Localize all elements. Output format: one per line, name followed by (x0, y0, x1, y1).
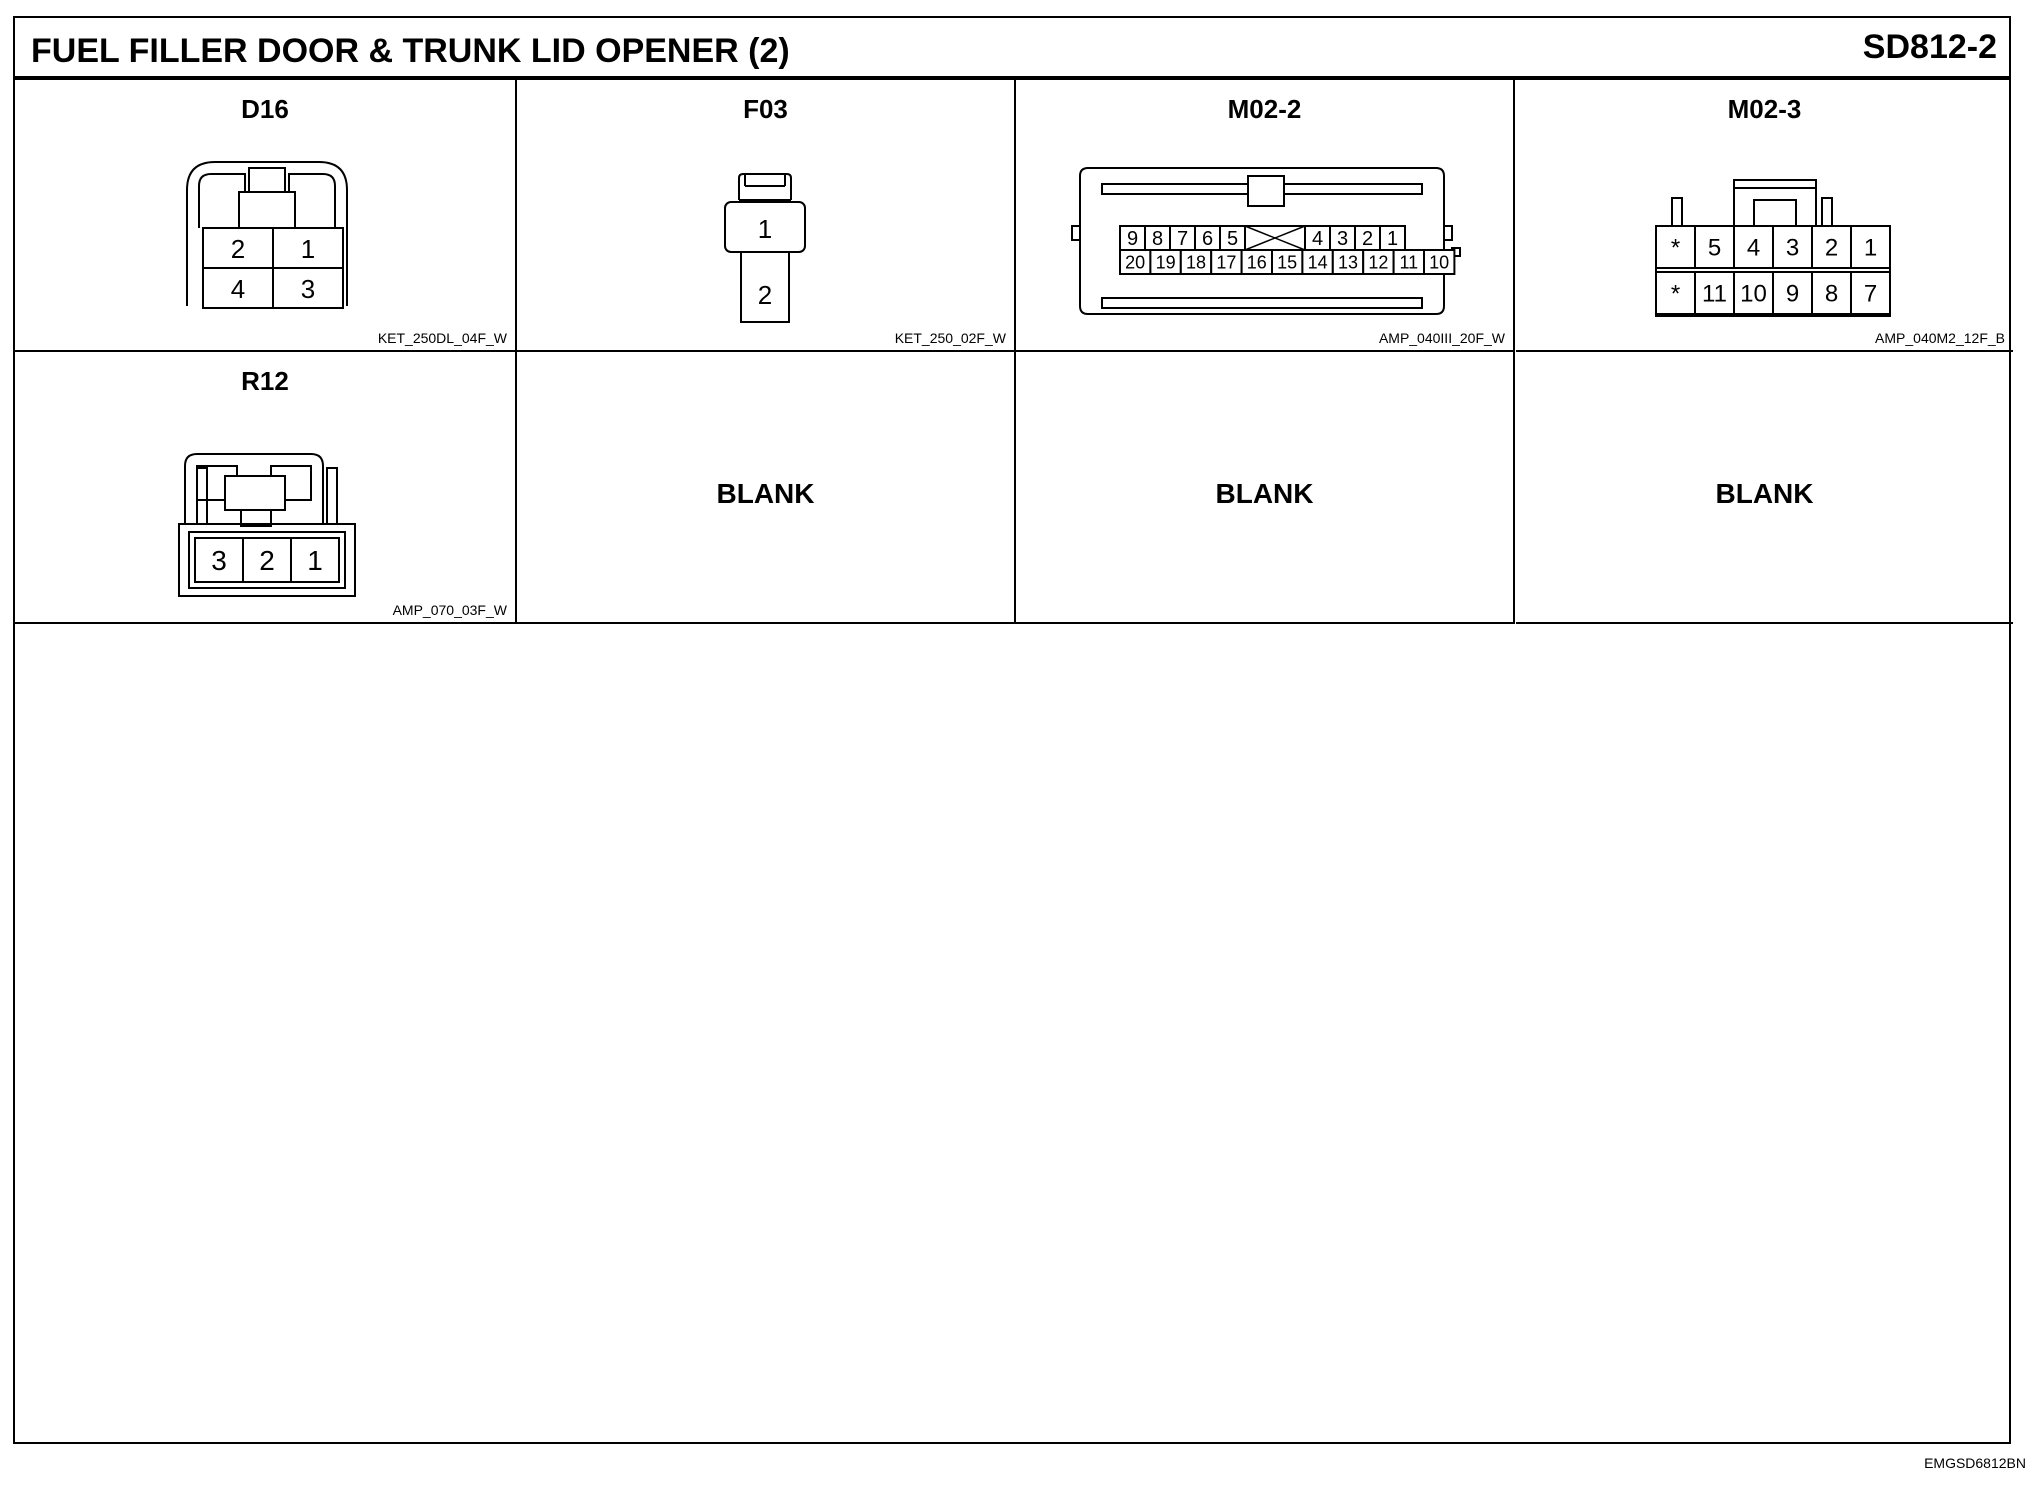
connector-part-number: AMP_040M2_12F_B (1875, 330, 2005, 346)
pin-label: 3 (211, 545, 227, 577)
page-title: FUEL FILLER DOOR & TRUNK LID OPENER (2) (31, 32, 790, 70)
pin-label: 16 (1246, 252, 1267, 273)
pin-label: 20 (1125, 252, 1146, 273)
pin-label: 3 (300, 274, 316, 304)
pin-label: 11 (1702, 280, 1727, 308)
connector-id: F03 (743, 94, 788, 124)
connector-cell-f03 (517, 80, 1016, 352)
connector-cell-m02-2 (1016, 80, 1515, 352)
pin-label: 2 (230, 234, 246, 264)
connector-id: M02-3 (1727, 94, 1802, 124)
blank-cell (517, 352, 1016, 624)
connector-cell-d16 (15, 80, 517, 352)
pin-label: 1 (300, 234, 316, 264)
pin-label: 10 (1429, 252, 1450, 273)
pin-label: 15 (1277, 252, 1298, 273)
pin-label: 2 (1361, 228, 1374, 251)
connector-part-number: KET_250DL_04F_W (377, 330, 507, 346)
pin-label: 1 (307, 545, 323, 577)
pin-label: 11 (1399, 252, 1419, 273)
pin-label: * (1670, 280, 1681, 308)
pin-label: 5 (1707, 234, 1722, 262)
pin-label: 1 (757, 214, 773, 244)
blank-label: BLANK (716, 478, 815, 509)
connector-id: D16 (241, 94, 289, 124)
pin-label: 1 (1863, 234, 1878, 262)
blank-cell (1016, 352, 1515, 624)
pin-label: 17 (1216, 252, 1237, 273)
pin-label: 2 (1824, 234, 1839, 262)
connector-part-number: AMP_070_03F_W (392, 602, 507, 618)
pin-label: 9 (1785, 280, 1800, 308)
pin-label: 4 (1311, 228, 1324, 251)
connector-f03-drawing (517, 80, 1016, 350)
diagram-frame (13, 16, 2011, 1444)
pin-label: 5 (1226, 228, 1239, 251)
pin-label: 9 (1126, 228, 1139, 251)
pin-label: 12 (1368, 252, 1389, 273)
connector-id: R12 (241, 366, 289, 396)
connector-m02-3-drawing (1516, 80, 2013, 350)
pin-label: 10 (1740, 280, 1767, 308)
page-id: SD812-2 (1862, 28, 1997, 66)
connector-cell-r12 (15, 352, 517, 624)
pin-label: 7 (1863, 280, 1878, 308)
pin-label: 4 (230, 274, 246, 304)
pin-label: 3 (1785, 234, 1800, 262)
pin-label: * (1670, 234, 1681, 262)
pin-label: 14 (1307, 252, 1328, 273)
connector-m02-2-drawing (1016, 80, 1515, 350)
pin-label: 3 (1336, 228, 1349, 251)
blank-label: BLANK (1715, 478, 1814, 509)
blank-cell (1516, 352, 2013, 624)
pin-label: 18 (1185, 252, 1207, 273)
pin-label: 19 (1155, 252, 1176, 273)
pin-label: 8 (1151, 228, 1164, 251)
pin-label: 2 (259, 545, 275, 577)
connector-d16-drawing (15, 80, 515, 350)
title-bar (15, 18, 2009, 80)
pin-label: 7 (1176, 228, 1189, 251)
document-code: EMGSD6812BN (1924, 1455, 2026, 1471)
pin-label: 4 (1746, 234, 1761, 262)
pin-label: 13 (1337, 252, 1359, 273)
connector-id: M02-2 (1227, 94, 1302, 124)
connector-cell-m02-3 (1516, 80, 2013, 352)
blank-label: BLANK (1215, 478, 1314, 509)
pin-label: 1 (1386, 228, 1399, 251)
connector-part-number: AMP_040III_20F_W (1378, 330, 1505, 346)
pin-label: 8 (1824, 280, 1839, 308)
connector-r12-drawing (15, 352, 515, 622)
connector-part-number: KET_250_02F_W (894, 330, 1006, 346)
pin-label: 6 (1201, 228, 1214, 251)
pin-label: 2 (757, 280, 773, 310)
